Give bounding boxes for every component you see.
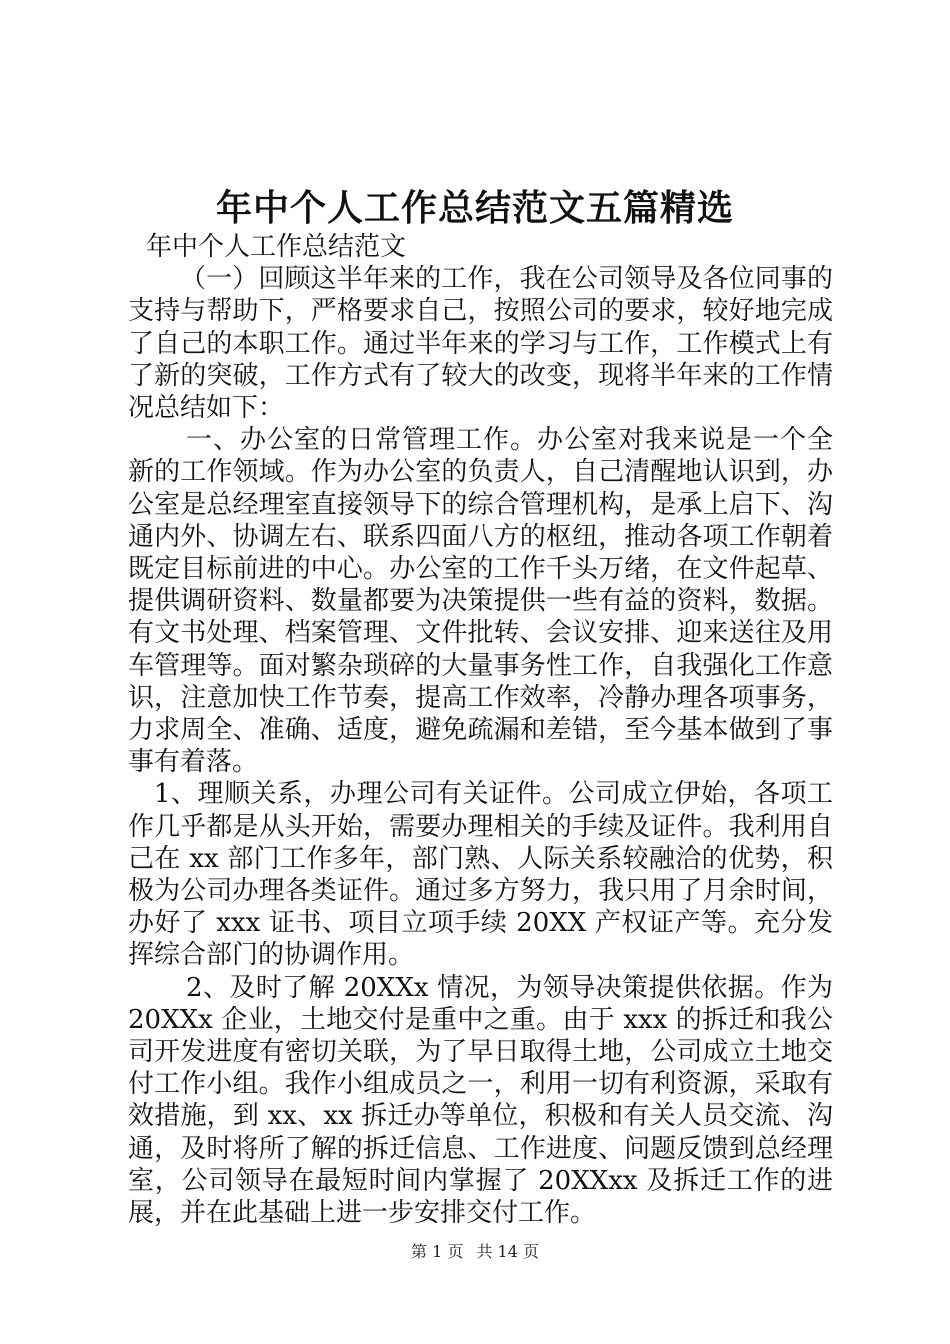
document-title: 年中个人工作总结范文五篇精选 (215, 187, 734, 229)
paragraph-office-management: 一、办公室的日常管理工作。办公室对我来说是一个全新的工作领域。作为办公室的负责人，自己清醒地认识到，办公室是总经理室直接领导下的综合管理机构，是承上启下、沟通内外、协调左右、联系四面八方的枢纽，推动各项工作朝着既定目标前进的中心。办公室的工作千头万绪，在文件起草、提供调研资料、数量都要为决策提供一些有益的资料，数据。有文书处理、档案管理、文件批转、会议安排、迎来送往及用车管理等。面对繁杂琐碎的大量事务性工作，自我强化工作意识，注意加快工作节奏，提高工作效率，冷静办理各项事务，力求周全、准确、适度，避免疏漏和差错，至今基本做到了事事有着落。 (128, 425, 833, 778)
paragraph-intro: （一）回顾这半年来的工作，我在公司领导及各位同事的支持与帮助下，严格要求自己，按照公司的要求，较好地完成了自己的本职工作。通过半年来的学习与工作，工作模式上有了新的突破，工作方式有了较大的改变，现将半年来的工作情况总结如下： (128, 264, 833, 424)
page-number: 第 1 页 (411, 1242, 464, 1261)
page-footer (0, 1240, 950, 1264)
page-total: 共 14 页 (476, 1242, 539, 1261)
document-body (128, 231, 833, 1229)
paragraph-land-delivery: 2、及时了解 20XXx 情况，为领导决策提供依据。作为 20XXx 企业，土地交付是重中之重。由于 xxx 的拆迁和我公司开发进度有密切关联，为了早日取得土地，公司成立土地交付工作小组。我作小组成员之一，利用一切有利资源，采取有效措施，到 xx、xx 拆迁办等单位，积极和有关人员交流、沟通，及时将所了解的拆迁信息、工作进度、问题反馈到总经理室，公司领导在最短时间内掌握了 20XXxx 及拆迁工作的进展，并在此基础上进一步安排交付工作。 (128, 972, 833, 1229)
paragraph-certificates: 1、理顺关系，办理公司有关证件。公司成立伊始，各项工作几乎都是从头开始，需要办理相关的手续及证件。我利用自己在 xx 部门工作多年，部门熟、人际关系较融洽的优势，积极为公司办理各类证件。通过多方努力，我只用了月余时间，办好了 xxx 证书、项目立项手续 20XX 产权证产等。充分发挥综合部门的协调作用。 (128, 779, 833, 971)
section-heading: 年中个人工作总结范文 (146, 232, 407, 262)
